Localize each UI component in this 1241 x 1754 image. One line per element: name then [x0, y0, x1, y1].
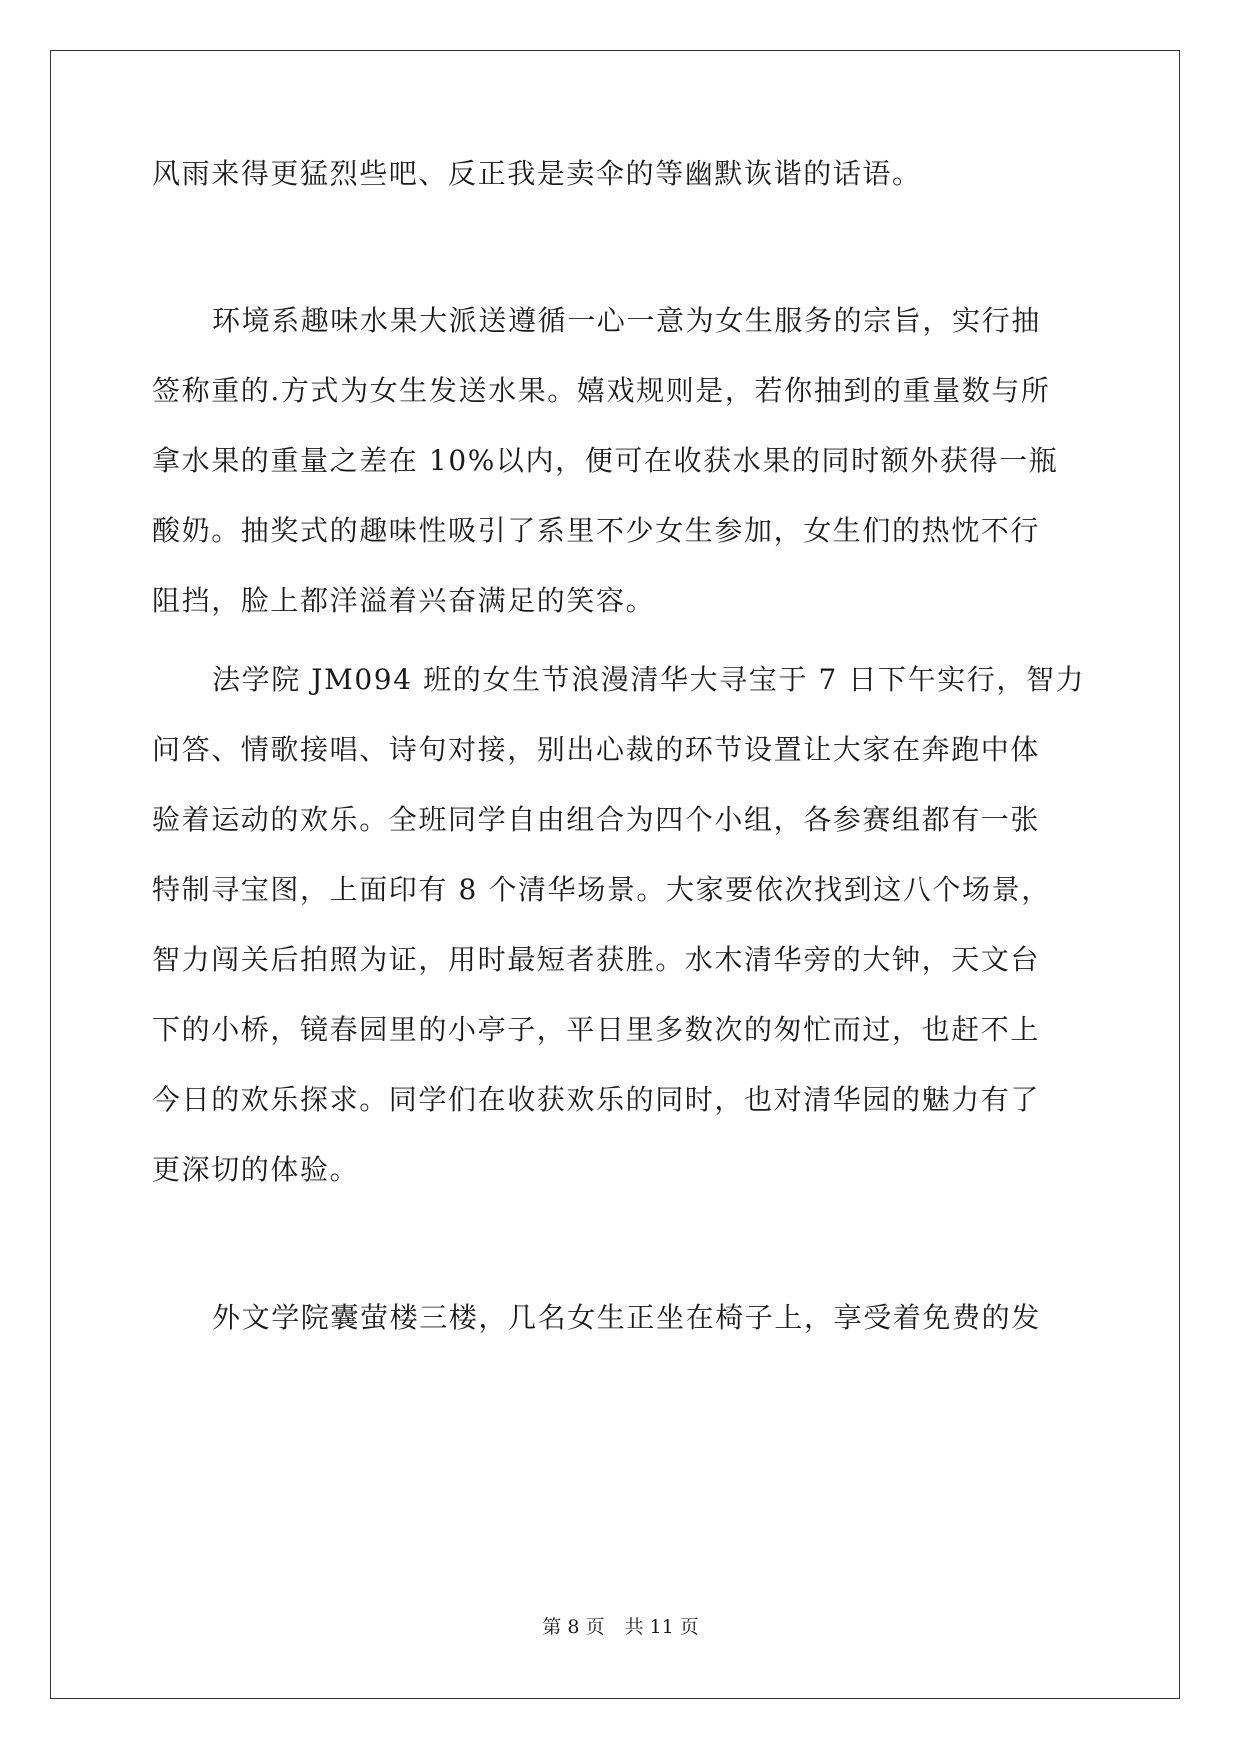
page-number: 第 8 页 — [542, 1616, 605, 1638]
text-line: 智力闯关后拍照为证，用时最短者获胜。水木清华旁的大钟，天文台 — [152, 943, 1041, 976]
page-total: 共 11 页 — [624, 1616, 699, 1638]
text-line: 今日的欢乐探求。同学们在收获欢乐的同时，也对清华园的魅力有了 — [152, 1083, 1041, 1116]
text-line: 拿水果的重量之差在 10%以内，便可在收获水果的同时额外获得一瓶 — [152, 444, 1059, 477]
page-footer — [0, 1612, 1241, 1639]
text-line: 签称重的.方式为女生发送水果。嬉戏规则是，若你抽到的重量数与所 — [152, 374, 1051, 407]
text-line: 阻挡，脸上都洋溢着兴奋满足的笑容。 — [152, 584, 656, 617]
text-line: 酸奶。抽奖式的趣味性吸引了系里不少女生参加，女生们的热忱不行 — [152, 514, 1041, 547]
text-line: 下的小桥，镜春园里的小亭子，平日里多数次的匆忙而过，也赶不上 — [152, 1013, 1041, 1046]
paragraph-first-line: 法学院 JM094 班的女生节浪漫清华大寻宝于 7 日下午实行，智力 — [212, 663, 1086, 696]
paragraph-first-line: 环境系趣味水果大派送遵循一心一意为女生服务的宗旨，实行抽 — [212, 304, 1041, 337]
text-line: 验着运动的欢乐。全班同学自由组合为四个小组，各参赛组都有一张 — [152, 803, 1041, 836]
paragraph-first-line: 外文学院囊萤楼三楼，几名女生正坐在椅子上，享受着免费的发 — [212, 1301, 1041, 1334]
text-line: 问答、情歌接唱、诗句对接，别出心裁的环节设置让大家在奔跑中体 — [152, 733, 1041, 766]
text-line: 更深切的体验。 — [152, 1153, 360, 1186]
text-line: 特制寻宝图，上面印有 8 个清华场景。大家要依次找到这八个场景， — [152, 873, 1051, 906]
text-line: 风雨来得更猛烈些吧、反正我是卖伞的等幽默诙谐的话语。 — [152, 157, 922, 190]
